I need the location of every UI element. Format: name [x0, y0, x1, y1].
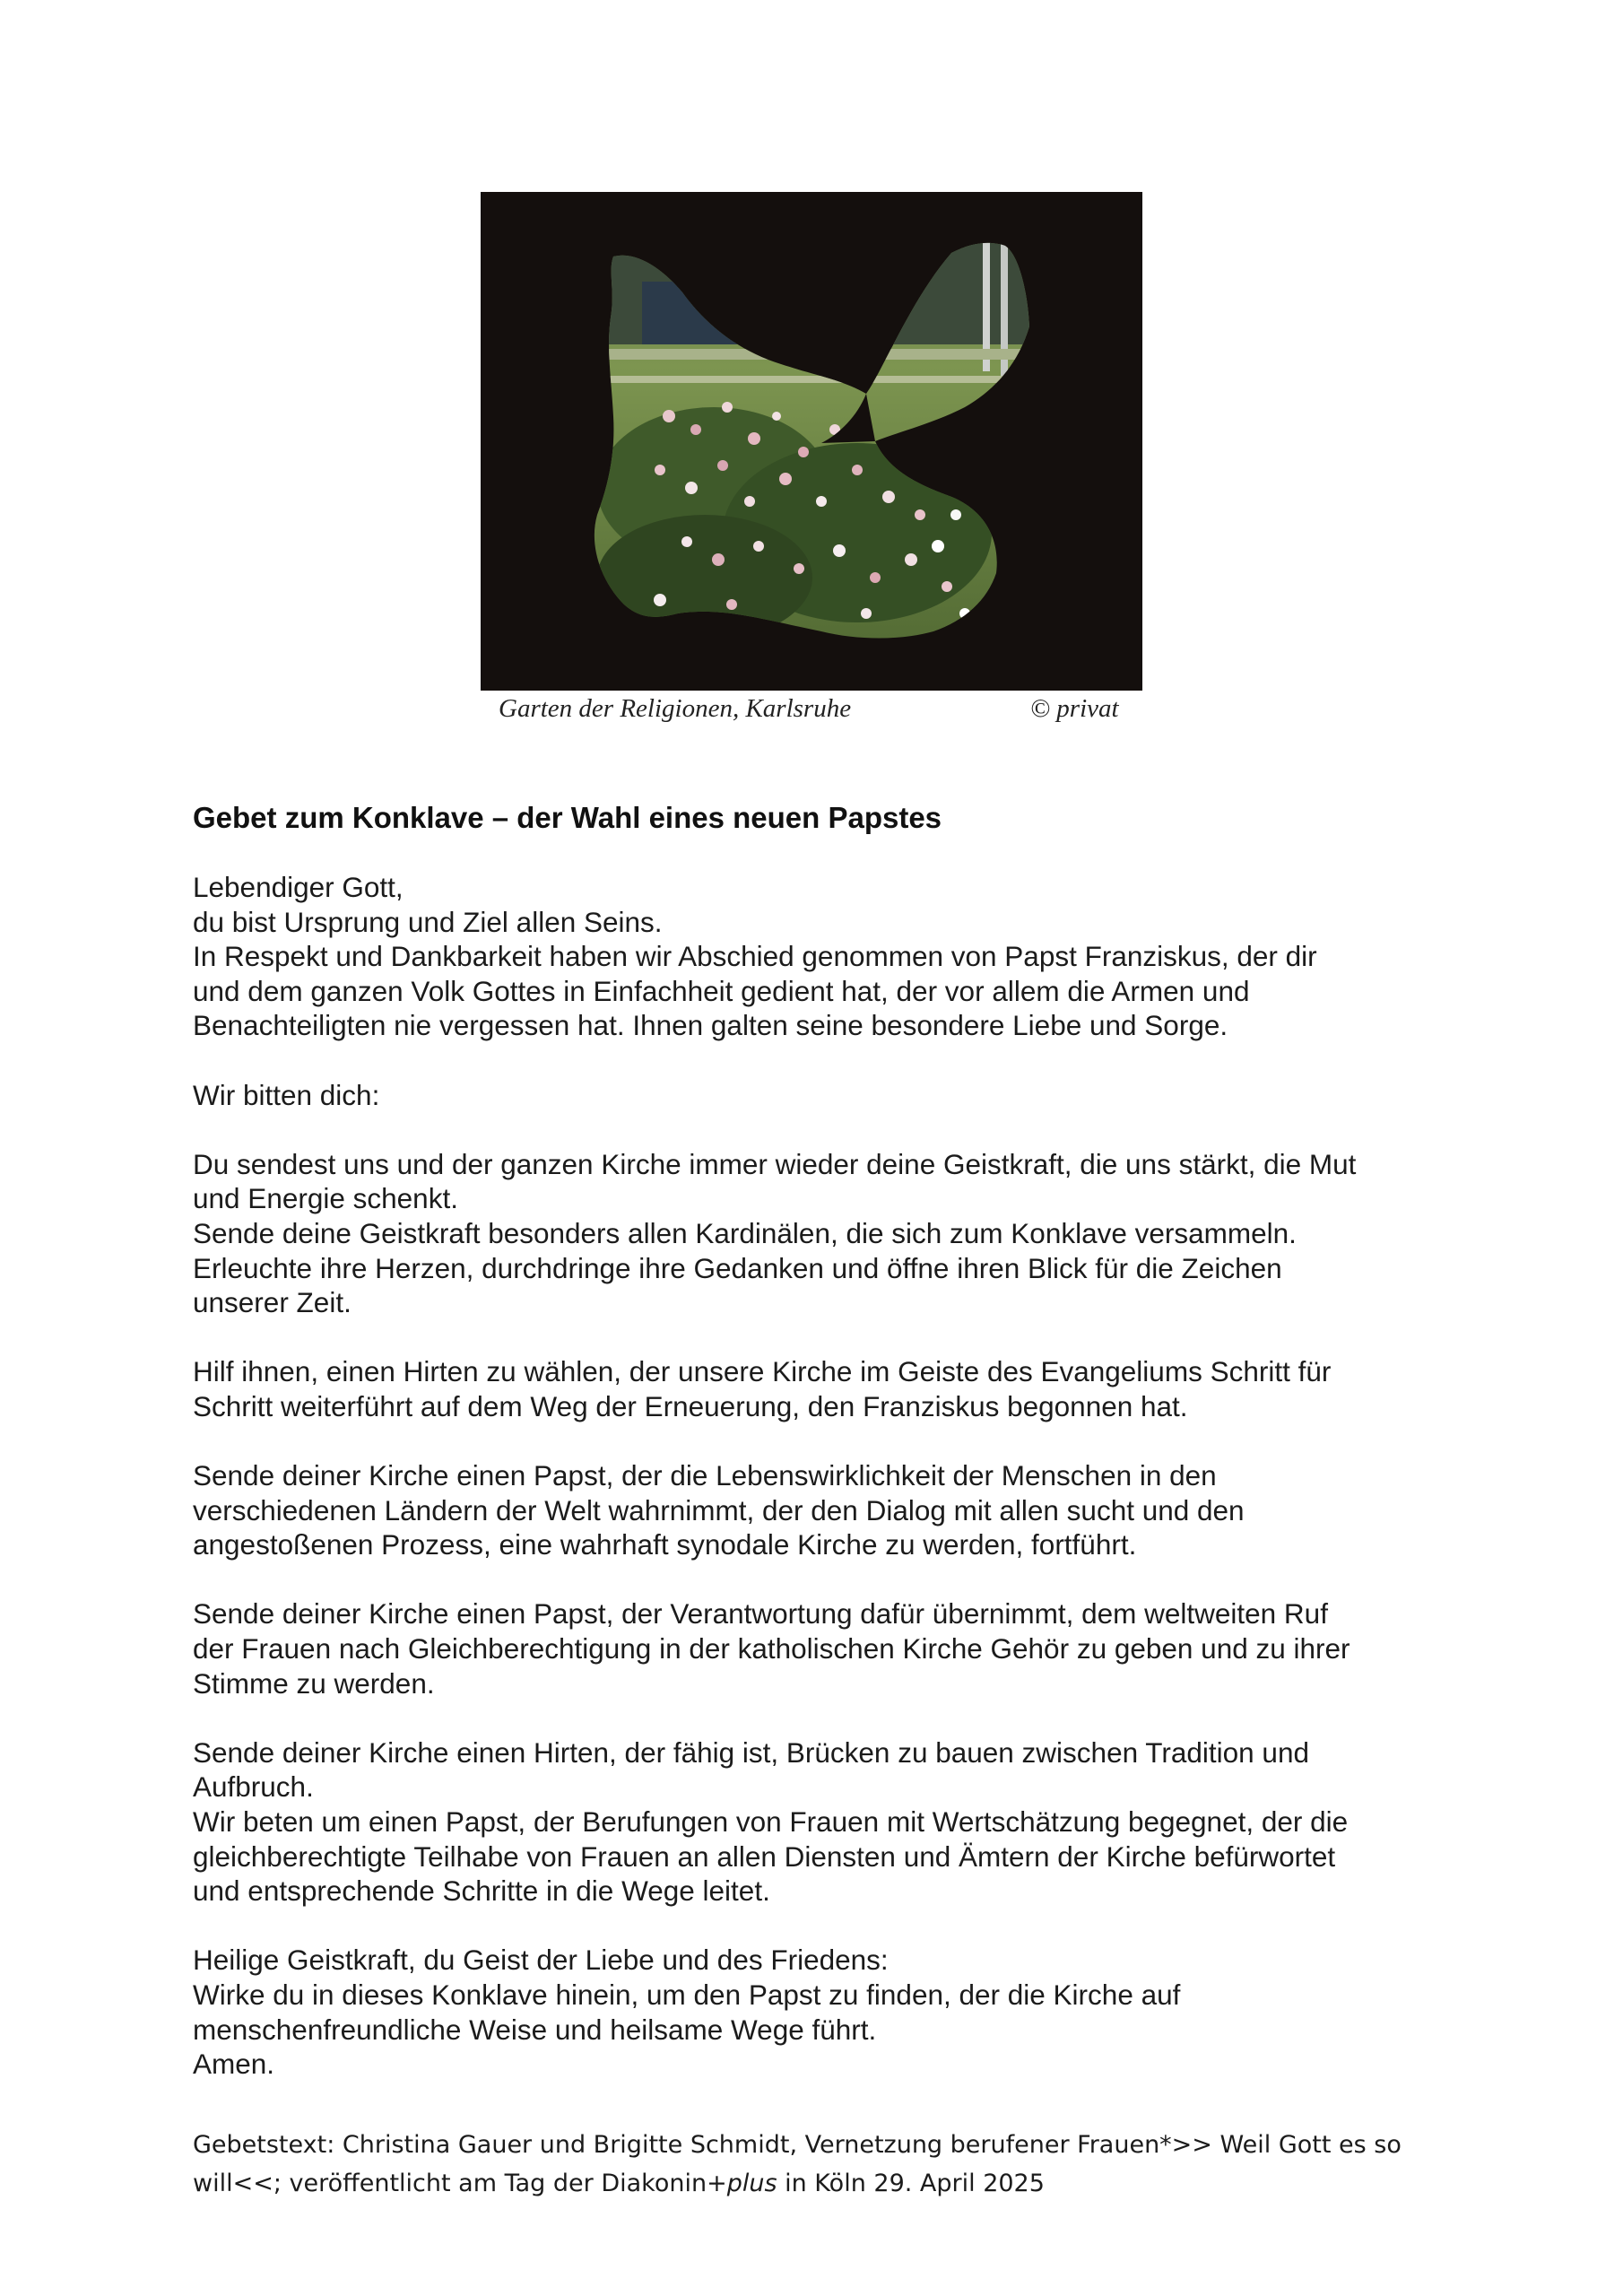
prayer-line: Du sendest uns und der ganzen Kirche immer wieder deine Geistkraft, die uns stärkt, die Mut [193, 1147, 1357, 1180]
prayer-paragraph-6 [193, 1596, 1448, 1700]
prayer-line: Stimme zu werden. [193, 1666, 435, 1700]
prayer-paragraph-1 [193, 870, 1448, 1043]
prayer-line: und entsprechende Schritte in die Wege leitet. [193, 1874, 770, 1908]
prayer-line: du bist Ursprung und Ziel allen Seins. [193, 905, 663, 938]
prayer-line: Hilf ihnen, einen Hirten zu wählen, der unsere Kirche im Geiste des Evangeliums Schritt für [193, 1355, 1332, 1388]
prayer-text [193, 870, 1448, 2082]
prayer-line: und dem ganzen Volk Gottes in Einfachheit gedient hat, der vor allem die Armen und [193, 974, 1250, 1007]
image-credit: © privat [1030, 694, 1119, 723]
prayer-line: Wirke du in dieses Konklave hinein, um den Papst zu finden, der die Kirche auf [193, 1979, 1181, 2011]
prayer-line: unserer Zeit. [193, 1286, 352, 1319]
footnote-text-a: will<<; veröffentlicht am Tag der Diakonin+ [193, 2170, 727, 2197]
prayer-line: Schritt weiterführt auf dem Weg der Erneuerung, den Franziskus begonnen hat. [193, 1389, 1188, 1422]
prayer-line: Erleuchte ihre Herzen, durchdringe ihre Gedanken und öffne ihren Blick für die Zeichen [193, 1251, 1282, 1284]
prayer-line: und Energie schenkt. [193, 1182, 458, 1215]
prayer-line: Benachteiligten nie vergessen hat. Ihnen galten seine besondere Liebe und Sorge. [193, 1009, 1228, 1042]
image-caption: Garten der Religionen, Karlsruhe [499, 694, 852, 723]
dove-silhouette-garden-image [481, 192, 1142, 691]
prayer-line: der Frauen nach Gleichberechtigung in der katholischen Kirche Gehör zu geben und zu ihrer [193, 1632, 1350, 1665]
prayer-line: menschenfreundliche Weise und heilsame Wege führt. [193, 2013, 877, 2046]
prayer-line: Aufbruch. [193, 1770, 314, 1804]
prayer-paragraph-4 [193, 1354, 1448, 1423]
prayer-line: gleichberechtigte Teilhabe von Frauen an allen Diensten und Ämtern der Kirche befürwortet [193, 1839, 1336, 1873]
footnote-line-2 [193, 2164, 1466, 2203]
prayer-line: Lebendiger Gott, [193, 871, 404, 903]
dove-cutout-photo [481, 192, 1142, 691]
prayer-paragraph-7 [193, 1735, 1448, 1909]
prayer-line: Sende deiner Kirche einen Papst, der die Lebenswirklichkeit der Menschen in den [193, 1459, 1217, 1492]
source-footnote [193, 2126, 1466, 2203]
footnote-line-1: Gebetstext: Christina Gauer und Brigitte Schmidt, Vernetzung berufener Frauen*>> Weil Gott es so [193, 2131, 1402, 2159]
prayer-line: Sende deiner Kirche einen Papst, der Verantwortung dafür übernimmt, dem weltweiten Ruf [193, 1597, 1328, 1631]
prayer-line: angestoßenen Prozess, eine wahrhaft synodale Kirche zu werden, fortführt. [193, 1528, 1137, 1561]
page-title: Gebet zum Konklave – der Wahl eines neuen Papstes [193, 801, 942, 834]
footnote-italic-plus: plus [726, 2170, 777, 2197]
prayer-line: Sende deine Geistkraft besonders allen Kardinälen, die sich zum Konklave versammeln. [193, 1216, 1297, 1249]
prayer-line: verschiedenen Ländern der Welt wahrnimmt, der den Dialog mit allen sucht und den [193, 1493, 1245, 1526]
prayer-line: Wir bitten dich: [193, 1078, 380, 1111]
prayer-line: In Respekt und Dankbarkeit haben wir Abschied genommen von Papst Franziskus, der dir [193, 940, 1317, 973]
prayer-paragraph-8 [193, 1943, 1448, 2081]
prayer-line: Heilige Geistkraft, du Geist der Liebe und des Friedens: [193, 1944, 889, 1977]
prayer-line: Amen. [193, 2048, 275, 2081]
prayer-paragraph-3 [193, 1147, 1448, 1320]
prayer-paragraph-2 [193, 1078, 1448, 1113]
footnote-text-b: in Köln 29. April 2025 [777, 2170, 1045, 2197]
prayer-line: Wir beten um einen Papst, der Berufungen von Frauen mit Wertschätzung begegnet, der die [193, 1805, 1349, 1839]
prayer-paragraph-5 [193, 1458, 1448, 1562]
prayer-line: Sende deiner Kirche einen Hirten, der fähig ist, Brücken zu bauen zwischen Tradition und [193, 1735, 1309, 1769]
